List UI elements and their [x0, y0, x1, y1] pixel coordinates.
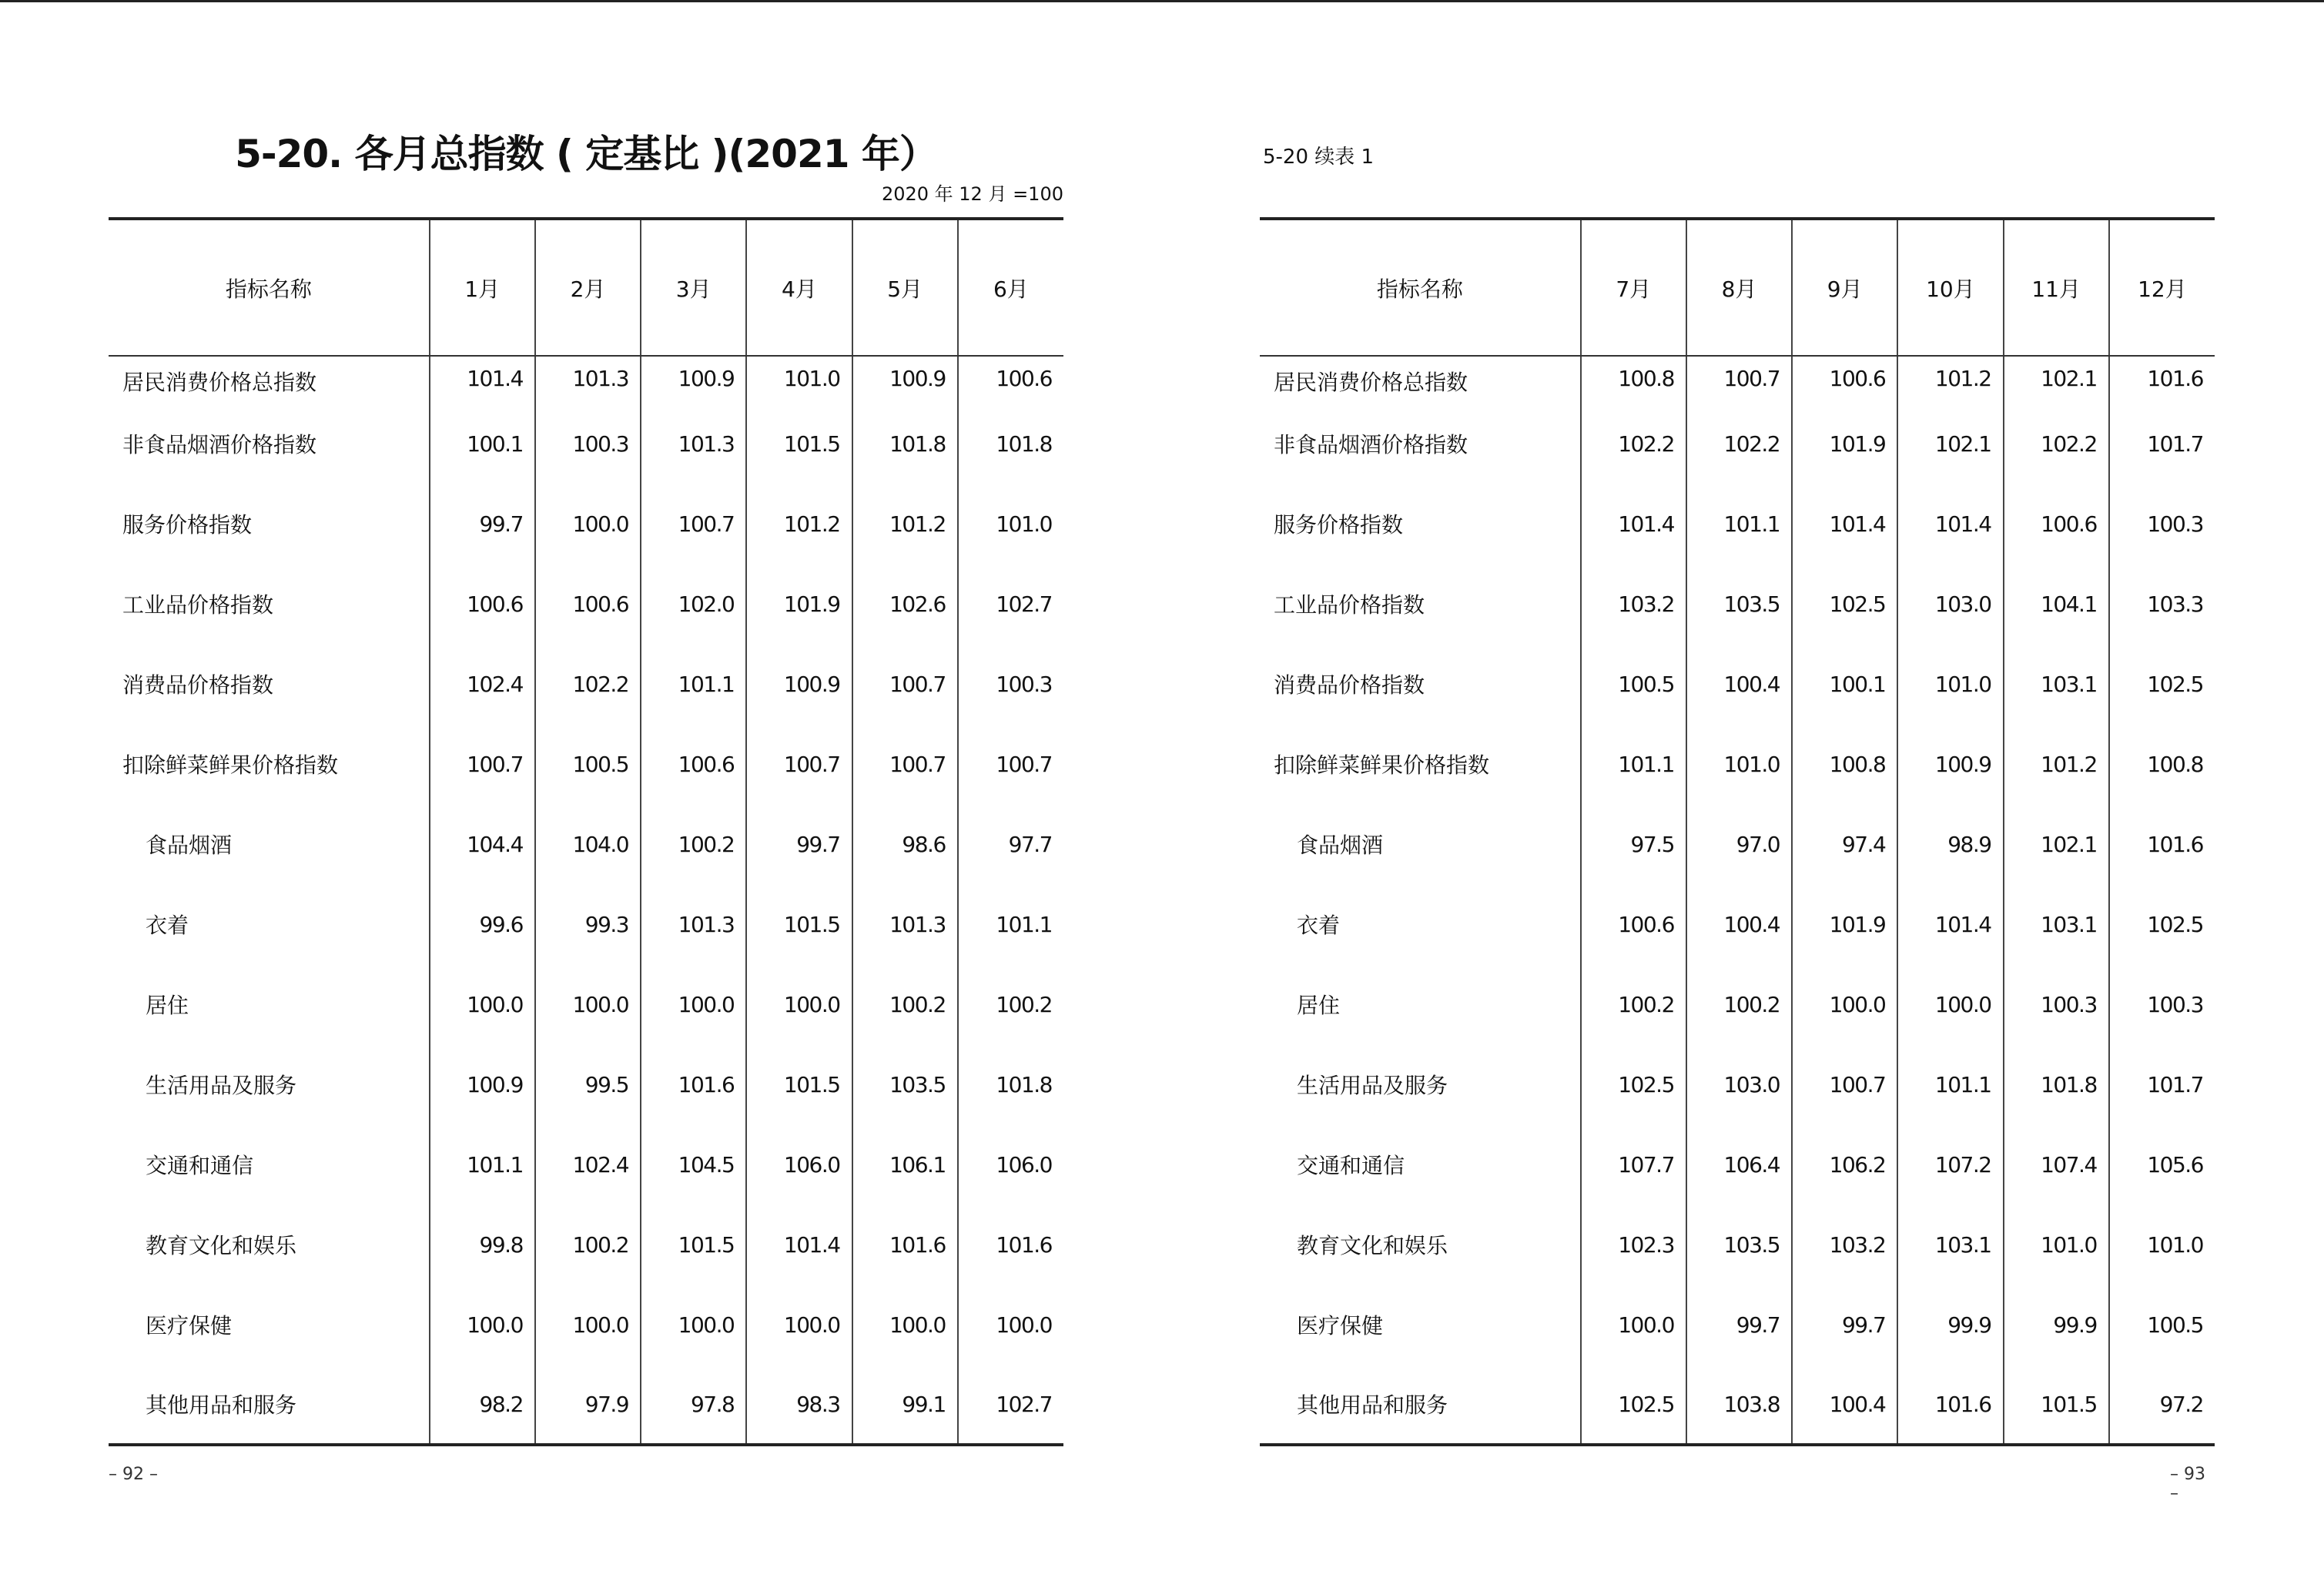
index-value-cell: 100.6 — [535, 564, 641, 644]
header-month: 12月 — [2109, 219, 2215, 356]
index-value-cell: 101.4 — [1897, 884, 2003, 964]
index-value-cell: 101.8 — [2004, 1044, 2109, 1124]
index-value-cell: 98.3 — [746, 1365, 852, 1445]
index-value-cell: 100.5 — [535, 724, 641, 804]
header-month: 11月 — [2004, 219, 2109, 356]
table-row — [109, 1044, 1063, 1124]
index-value-cell: 101.0 — [958, 484, 1063, 564]
indicator-name-cell: 医疗保健 — [1297, 1313, 1384, 1338]
index-value-cell: 101.4 — [430, 356, 535, 404]
index-value-cell: 100.4 — [1686, 644, 1792, 724]
index-value-cell: 102.5 — [2109, 884, 2215, 964]
index-value-cell: 100.0 — [641, 964, 746, 1044]
index-value-cell: 100.5 — [2109, 1285, 2215, 1365]
indicator-name-cell: 非食品烟酒价格指数 — [122, 432, 317, 457]
indicator-name-cell: 消费品价格指数 — [122, 672, 274, 698]
index-value-cell: 100.6 — [1581, 884, 1686, 964]
header-month: 8月 — [1686, 219, 1792, 356]
header-month: 9月 — [1792, 219, 1897, 356]
indicator-name-cell: 居民消费价格总指数 — [122, 370, 317, 395]
header-month: 2月 — [535, 219, 641, 356]
index-value-cell: 97.0 — [1686, 804, 1792, 884]
index-value-cell: 101.5 — [2004, 1365, 2109, 1445]
table-header-row — [1260, 219, 2215, 356]
index-value-cell: 100.0 — [1581, 1285, 1686, 1365]
indicator-name-cell: 消费品价格指数 — [1274, 672, 1425, 698]
indicator-name-cell: 衣着 — [1297, 913, 1341, 938]
index-value-cell: 100.7 — [1686, 356, 1792, 404]
index-value-cell: 104.1 — [2004, 564, 2109, 644]
index-value-cell: 100.0 — [430, 1285, 535, 1365]
index-value-cell: 102.2 — [535, 644, 641, 724]
index-value-cell: 101.5 — [746, 1044, 852, 1124]
index-value-cell: 101.4 — [1897, 484, 2003, 564]
index-value-cell: 100.2 — [535, 1204, 641, 1285]
index-value-cell: 101.1 — [1686, 484, 1792, 564]
index-value-cell: 103.2 — [1581, 564, 1686, 644]
index-value-cell: 100.0 — [852, 1285, 958, 1365]
index-value-cell: 100.9 — [430, 1044, 535, 1124]
indicator-name-cell: 服务价格指数 — [122, 512, 253, 538]
index-value-cell: 104.5 — [641, 1124, 746, 1204]
index-value-cell: 102.1 — [1897, 404, 2003, 484]
index-value-cell: 99.7 — [430, 484, 535, 564]
index-value-cell: 101.6 — [852, 1204, 958, 1285]
table-row — [109, 356, 1063, 404]
header-month: 5月 — [852, 219, 958, 356]
index-value-cell: 101.3 — [852, 884, 958, 964]
indicator-name-cell: 食品烟酒 — [1297, 833, 1384, 858]
index-value-cell: 101.2 — [1897, 356, 2003, 404]
index-value-cell: 100.3 — [535, 404, 641, 484]
index-value-cell: 100.6 — [1792, 356, 1897, 404]
index-value-cell: 101.0 — [746, 356, 852, 404]
index-value-cell: 103.5 — [852, 1044, 958, 1124]
index-value-cell: 99.7 — [1686, 1285, 1792, 1365]
page-number: – 92 – — [109, 1465, 158, 1484]
index-value-cell: 100.6 — [958, 356, 1063, 404]
base-period-note: 2020 年 12 月 =100 — [881, 183, 1063, 205]
index-value-cell: 103.8 — [1686, 1365, 1792, 1445]
indicator-name-cell: 居住 — [1297, 993, 1341, 1018]
table-row — [109, 1124, 1063, 1204]
header-indicator-name: 指标名称 — [1260, 219, 1581, 356]
index-value-cell: 101.6 — [1897, 1365, 2003, 1445]
index-value-cell: 103.0 — [1897, 564, 2003, 644]
table-title: 5-20. 各月总指数 ( 定基比 )(2021 年） — [235, 132, 937, 176]
index-value-cell: 102.2 — [1686, 404, 1792, 484]
index-value-cell: 97.8 — [641, 1365, 746, 1445]
table-row — [1260, 964, 2215, 1044]
index-value-cell: 99.9 — [1897, 1285, 2003, 1365]
index-value-cell: 102.5 — [1581, 1044, 1686, 1124]
header-month: 4月 — [746, 219, 852, 356]
page-number: – 93 – — [2170, 1465, 2205, 1503]
index-value-cell: 102.4 — [535, 1124, 641, 1204]
index-value-cell: 103.5 — [1686, 564, 1792, 644]
indicator-name-cell: 其他用品和服务 — [109, 1365, 430, 1445]
index-value-cell: 100.0 — [746, 964, 852, 1044]
index-value-cell: 101.1 — [1581, 724, 1686, 804]
index-value-cell: 101.0 — [2109, 1204, 2215, 1285]
index-value-cell: 99.3 — [535, 884, 641, 964]
index-value-cell: 100.0 — [430, 964, 535, 1044]
table-row — [109, 564, 1063, 644]
index-value-cell: 97.4 — [1792, 804, 1897, 884]
index-value-cell: 100.9 — [1897, 724, 2003, 804]
table-row — [1260, 1204, 2215, 1285]
index-value-cell: 100.7 — [852, 724, 958, 804]
index-value-cell: 100.0 — [535, 1285, 641, 1365]
indicator-name-cell: 教育文化和娱乐 — [146, 1233, 297, 1258]
index-value-cell: 99.6 — [430, 884, 535, 964]
indicator-name-cell: 非食品烟酒价格指数 — [1274, 432, 1468, 457]
index-value-cell: 100.0 — [535, 484, 641, 564]
index-value-cell: 100.2 — [1686, 964, 1792, 1044]
index-value-cell: 101.1 — [641, 644, 746, 724]
index-value-cell: 100.6 — [2004, 484, 2109, 564]
index-value-cell: 102.2 — [1581, 404, 1686, 484]
index-value-cell: 102.5 — [1792, 564, 1897, 644]
index-value-cell: 100.7 — [1792, 1044, 1897, 1124]
index-value-cell: 100.9 — [641, 356, 746, 404]
table-header-row — [109, 219, 1063, 356]
index-value-cell: 100.2 — [1581, 964, 1686, 1044]
index-value-cell: 98.6 — [852, 804, 958, 884]
index-value-cell: 100.0 — [641, 1285, 746, 1365]
indicator-name-cell: 衣着 — [146, 913, 189, 938]
index-value-cell: 101.3 — [535, 356, 641, 404]
index-value-cell: 101.3 — [641, 884, 746, 964]
table-row — [109, 1285, 1063, 1365]
header-indicator-name: 指标名称 — [109, 219, 430, 356]
index-value-cell: 107.2 — [1897, 1124, 2003, 1204]
index-value-cell: 100.4 — [1792, 1365, 1897, 1445]
index-value-cell: 101.2 — [852, 484, 958, 564]
index-value-cell: 101.9 — [746, 564, 852, 644]
index-value-cell: 100.3 — [958, 644, 1063, 724]
indicator-name-cell: 扣除鲜菜鲜果价格指数 — [122, 752, 339, 778]
index-value-cell: 100.7 — [958, 724, 1063, 804]
index-value-cell: 100.7 — [430, 724, 535, 804]
indicator-name-cell: 其他用品和服务 — [1260, 1365, 1581, 1445]
index-value-cell: 103.0 — [1686, 1044, 1792, 1124]
index-value-cell: 98.2 — [430, 1365, 535, 1445]
index-value-cell: 106.4 — [1686, 1124, 1792, 1204]
index-value-cell: 100.9 — [746, 644, 852, 724]
index-value-cell: 101.4 — [1581, 484, 1686, 564]
indicator-name-cell: 交通和通信 — [146, 1153, 254, 1178]
index-value-cell: 100.3 — [2109, 964, 2215, 1044]
index-value-cell: 101.1 — [430, 1124, 535, 1204]
table-row — [1260, 1124, 2215, 1204]
indicator-name-cell: 食品烟酒 — [146, 833, 233, 858]
index-value-cell: 101.8 — [958, 404, 1063, 484]
index-value-cell: 103.5 — [1686, 1204, 1792, 1285]
index-value-cell: 101.9 — [1792, 404, 1897, 484]
index-value-cell: 101.5 — [746, 884, 852, 964]
index-value-cell: 99.1 — [852, 1365, 958, 1445]
index-value-cell: 100.7 — [852, 644, 958, 724]
index-value-cell: 104.0 — [535, 804, 641, 884]
index-value-cell: 102.7 — [958, 564, 1063, 644]
index-value-cell: 97.9 — [535, 1365, 641, 1445]
indicator-name-cell: 教育文化和娱乐 — [1297, 1233, 1448, 1258]
indicator-name-cell: 工业品价格指数 — [122, 592, 274, 618]
index-value-cell: 102.1 — [2004, 356, 2109, 404]
index-value-cell: 100.0 — [1897, 964, 2003, 1044]
index-value-cell: 106.1 — [852, 1124, 958, 1204]
indicator-name-cell: 服务价格指数 — [1274, 512, 1404, 538]
index-value-cell: 100.0 — [1792, 964, 1897, 1044]
index-value-cell: 101.0 — [2004, 1204, 2109, 1285]
table-body — [1260, 356, 2215, 1445]
index-value-cell: 102.3 — [1581, 1204, 1686, 1285]
index-value-cell: 100.3 — [2109, 484, 2215, 564]
index-value-cell: 103.1 — [2004, 644, 2109, 724]
table-row — [1260, 724, 2215, 804]
index-value-cell: 107.7 — [1581, 1124, 1686, 1204]
table-row — [1260, 404, 2215, 484]
right-index-table — [1260, 217, 2215, 1446]
index-value-cell: 107.4 — [2004, 1124, 2109, 1204]
index-value-cell: 98.9 — [1897, 804, 2003, 884]
table-row — [1260, 1285, 2215, 1365]
index-value-cell: 99.8 — [430, 1204, 535, 1285]
index-value-cell: 100.1 — [430, 404, 535, 484]
table-row — [109, 404, 1063, 484]
index-value-cell: 101.2 — [746, 484, 852, 564]
header-month: 1月 — [430, 219, 535, 356]
table-row — [1260, 1044, 2215, 1124]
index-value-cell: 106.0 — [958, 1124, 1063, 1204]
index-value-cell: 101.6 — [2109, 804, 2215, 884]
table-row — [1260, 644, 2215, 724]
index-value-cell: 100.5 — [1581, 644, 1686, 724]
left-index-table — [109, 217, 1063, 1446]
table-row — [109, 964, 1063, 1044]
index-value-cell: 102.7 — [958, 1365, 1063, 1445]
table-row — [109, 804, 1063, 884]
index-value-cell: 102.5 — [1581, 1365, 1686, 1445]
table-body — [109, 356, 1063, 1445]
table-row — [1260, 804, 2215, 884]
header-month: 7月 — [1581, 219, 1686, 356]
table-row — [109, 1365, 1063, 1445]
table-row — [109, 644, 1063, 724]
index-value-cell: 101.5 — [746, 404, 852, 484]
index-value-cell: 106.0 — [746, 1124, 852, 1204]
index-value-cell: 100.1 — [1792, 644, 1897, 724]
index-value-cell: 102.5 — [2109, 644, 2215, 724]
continuation-label: 5-20 续表 1 — [1263, 146, 1375, 169]
index-value-cell: 100.6 — [430, 564, 535, 644]
index-value-cell: 100.7 — [746, 724, 852, 804]
indicator-name-cell: 扣除鲜菜鲜果价格指数 — [1274, 752, 1490, 778]
table-row — [109, 884, 1063, 964]
table-row — [1260, 484, 2215, 564]
indicator-name-cell: 居民消费价格总指数 — [1274, 370, 1468, 395]
indicator-name-cell: 医疗保健 — [146, 1313, 233, 1338]
index-value-cell: 104.4 — [430, 804, 535, 884]
index-value-cell: 103.1 — [2004, 884, 2109, 964]
index-value-cell: 100.3 — [2004, 964, 2109, 1044]
index-value-cell: 101.6 — [641, 1044, 746, 1124]
index-value-cell: 100.8 — [1581, 356, 1686, 404]
index-value-cell: 101.8 — [852, 404, 958, 484]
index-value-cell: 101.4 — [746, 1204, 852, 1285]
header-month: 6月 — [958, 219, 1063, 356]
index-value-cell: 99.7 — [746, 804, 852, 884]
index-value-cell: 97.2 — [2109, 1365, 2215, 1445]
index-value-cell: 100.2 — [641, 804, 746, 884]
index-value-cell: 97.7 — [958, 804, 1063, 884]
index-value-cell: 99.9 — [2004, 1285, 2109, 1365]
index-value-cell: 100.8 — [2109, 724, 2215, 804]
index-value-cell: 99.7 — [1792, 1285, 1897, 1365]
table-row — [1260, 356, 2215, 404]
table-row — [1260, 1365, 2215, 1445]
index-value-cell: 100.9 — [852, 356, 958, 404]
index-value-cell: 101.1 — [1897, 1044, 2003, 1124]
header-month: 10月 — [1897, 219, 2003, 356]
index-value-cell: 101.4 — [1792, 484, 1897, 564]
index-value-cell: 99.5 — [535, 1044, 641, 1124]
index-value-cell: 100.6 — [641, 724, 746, 804]
index-value-cell: 102.1 — [2004, 804, 2109, 884]
index-value-cell: 101.8 — [958, 1044, 1063, 1124]
index-value-cell: 101.0 — [1686, 724, 1792, 804]
index-value-cell: 101.6 — [2109, 356, 2215, 404]
index-value-cell: 102.0 — [641, 564, 746, 644]
index-value-cell: 101.6 — [958, 1204, 1063, 1285]
indicator-name-cell: 生活用品及服务 — [1297, 1073, 1448, 1098]
index-value-cell: 101.7 — [2109, 1044, 2215, 1124]
indicator-name-cell: 生活用品及服务 — [146, 1073, 297, 1098]
table-row — [109, 724, 1063, 804]
index-value-cell: 100.0 — [535, 964, 641, 1044]
table-row — [109, 484, 1063, 564]
index-value-cell: 101.9 — [1792, 884, 1897, 964]
index-value-cell: 103.1 — [1897, 1204, 2003, 1285]
index-value-cell: 101.5 — [641, 1204, 746, 1285]
index-value-cell: 101.0 — [1897, 644, 2003, 724]
header-month: 3月 — [641, 219, 746, 356]
index-value-cell: 97.5 — [1581, 804, 1686, 884]
indicator-name-cell: 工业品价格指数 — [1274, 592, 1425, 618]
index-value-cell: 102.6 — [852, 564, 958, 644]
index-value-cell: 105.6 — [2109, 1124, 2215, 1204]
table-row — [1260, 564, 2215, 644]
index-value-cell: 100.4 — [1686, 884, 1792, 964]
index-value-cell: 102.4 — [430, 644, 535, 724]
index-value-cell: 106.2 — [1792, 1124, 1897, 1204]
index-value-cell: 103.2 — [1792, 1204, 1897, 1285]
index-value-cell: 101.3 — [641, 404, 746, 484]
index-value-cell: 101.7 — [2109, 404, 2215, 484]
index-value-cell: 100.7 — [641, 484, 746, 564]
index-value-cell: 100.2 — [958, 964, 1063, 1044]
index-value-cell: 100.2 — [852, 964, 958, 1044]
index-value-cell: 100.8 — [1792, 724, 1897, 804]
top-border-line — [0, 0, 2324, 2]
indicator-name-cell: 居住 — [146, 993, 189, 1018]
index-value-cell: 102.2 — [2004, 404, 2109, 484]
index-value-cell: 100.0 — [958, 1285, 1063, 1365]
index-value-cell: 101.2 — [2004, 724, 2109, 804]
index-value-cell: 100.0 — [746, 1285, 852, 1365]
index-value-cell: 103.3 — [2109, 564, 2215, 644]
index-value-cell: 101.1 — [958, 884, 1063, 964]
table-row — [109, 1204, 1063, 1285]
table-row — [1260, 884, 2215, 964]
indicator-name-cell: 交通和通信 — [1297, 1153, 1405, 1178]
